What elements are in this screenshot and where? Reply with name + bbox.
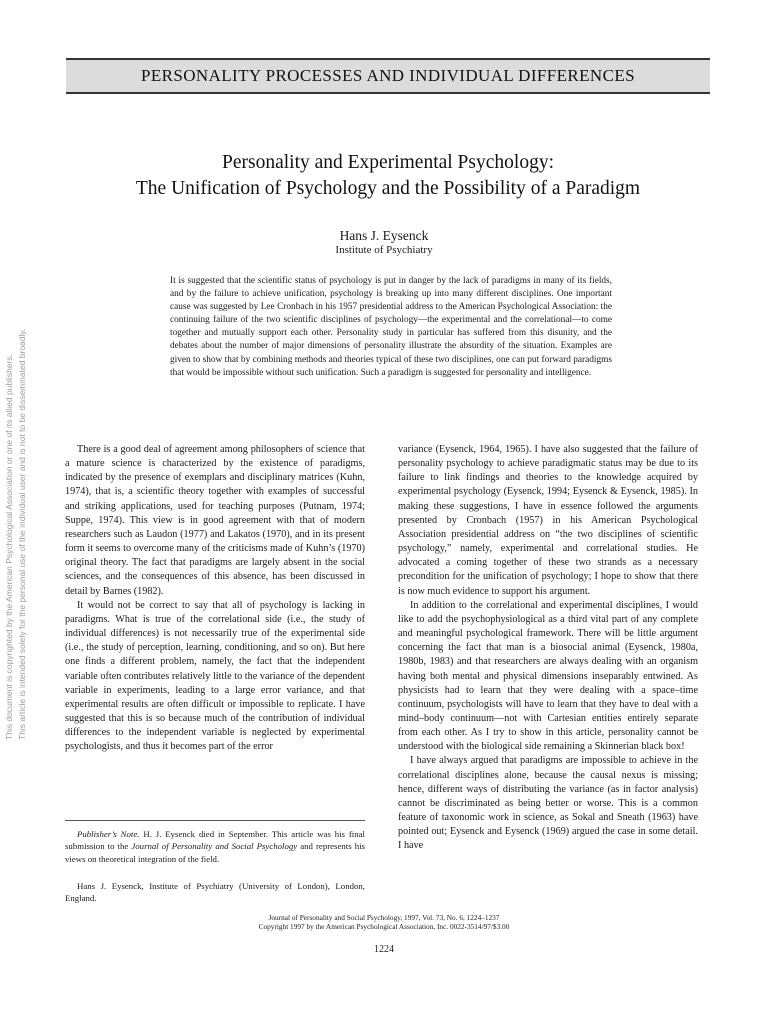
journal-citation-line-2: Copyright 1997 by the American Psychological Association, Inc. 0022-3514/97/$3.00 bbox=[258, 921, 510, 931]
publishers-note-text: H. J. Eysenck died in September. This article was his final submission to the bbox=[65, 829, 365, 852]
page-number: 1224 bbox=[374, 944, 394, 955]
article-title bbox=[60, 150, 716, 202]
copyright-notice-line-1: This document is copyrighted by the American Psychological Association or one of its allied publishers. bbox=[4, 353, 14, 740]
publishers-note bbox=[65, 828, 365, 865]
body-column-left bbox=[65, 443, 365, 754]
section-banner-text: PERSONALITY PROCESSES AND INDIVIDUAL DIFFERENCES bbox=[141, 66, 635, 85]
publishers-note-journal: Journal of Personality and Social Psychology bbox=[131, 841, 298, 852]
copyright-notice-line-2: This article is intended solely for the personal use of the individual user and is not to be disseminated broadly. bbox=[17, 328, 27, 740]
author-name: Hans J. Eysenck bbox=[339, 228, 429, 243]
body-column-right bbox=[398, 443, 698, 854]
body-paragraph: In addition to the correlational and experimental disciplines, I would like to add the psychophysiological as a third vital part of any complete and meaningful psychological framework. There will be little argument concerning the fact that man is a biosocial animal (Eysenck, 1980a, 1980b, 1983) and that researchers are always dealing with an organism having both mental and physical dimensions inseparably entwined. As physicists had to learn that they were dealing with a space–time continuum, psychologists will have to learn that they have to deal with a mind–body continuum—not with Cartesian entities entirely separate from each other. As I try to show in this article, personality cannot be understood with the biological side remaining a Skinnerian black box! bbox=[398, 599, 698, 753]
abstract: It is suggested that the scientific status of psychology is put in danger by the lack of paradigms in many of its fields, and by the failure to achieve unification, psychology is breaking up into many different disciplines. One important cause was suggested by Lee Cronbach in his 1957 presidential address to the American Psychological Association: the continuing failure of the two scientific disciplines of psychology—the experimental and the correlational—to come together and mutually support each other. Personality study in particular has suffered from this disunity, and the debates about the number of major dimensions of personality illustrate the absurdity of the situation. Examples are given to show that by combining methods and theories typical of these two disciplines, one can put forward paradigms that would be impossible without such unification. Such a paradigm is suggested for personality and intelligence. bbox=[170, 276, 612, 378]
publishers-note-label: Publisher’s Note. bbox=[77, 829, 140, 839]
author-affiliation-note-text: Hans J. Eysenck, Institute of Psychiatry (University of London), London, England. bbox=[65, 881, 365, 904]
journal-citation-line-1: Journal of Personality and Social Psychology, 1997, Vol. 73, No. 6, 1224–1237 bbox=[268, 913, 500, 922]
copyright-notice bbox=[0, 290, 36, 740]
body-paragraph: variance (Eysenck, 1964, 1965). I have also suggested that the failure of personality psychology to achieve paradigmatic status may be due to its failure to link findings and theories to the knowledge acquired by experimental psychology (Eysenck, 1994; Eysenck & Eysenck, 1985). In making these suggestions, I have in essence followed the arguments presented by Cronbach (1957) in his American Psychological Association presidential address on “the two disciplines of scientific psychology,” namely, experimental and correlational studies. He advocated a coming together of these two strands as a necessary precondition for the unification of psychology; I hope to show that there is now much evidence to support his argument. bbox=[398, 444, 698, 597]
author-affiliation: Institute of Psychiatry bbox=[335, 244, 433, 256]
section-banner bbox=[66, 58, 710, 94]
journal-citation bbox=[0, 914, 768, 931]
publishers-note-text-end: and represents his views on theoretical integration of the field. bbox=[65, 841, 365, 864]
article-title-line-2: The Unification of Psychology and the Possibility of a Paradigm bbox=[135, 178, 641, 199]
author-affiliation-note bbox=[65, 880, 365, 905]
footnote-divider bbox=[65, 820, 365, 821]
body-paragraph: I have always argued that paradigms are impossible to achieve in the correlational disciplines alone, because the causal nexus is missing; hence, different ways of distributing the variance (as in factor analysis) cannot be discriminated as being better or worse. This is a common feature of taxonomic work in science, as Sokal and Sneath (1963) have pointed out; Eysenck and Eysenck (1969) argued the case in some detail. I have bbox=[398, 755, 698, 852]
body-paragraph: There is a good deal of agreement among philosophers of science that a mature science is characterized by the existence of paradigms, indicated by the presence of exemplars and disciplinary matrices (Kuhn, 1974), that is, a scientific theory together with examples of successful and striking applications, used for teaching purposes (Putnam, 1974; Suppe, 1974). This view is in good agreement with that of modern researchers such as Laudon (1977) and Lakatos (1970), and in its present form it seems to overcome many of the criticisms made of Kuhn’s (1970) original theory. The fact that paradigms are largely absent in the social sciences, and the consequences of this absence, has been discussed in detail by Barnes (1982). bbox=[65, 444, 365, 597]
body-paragraph: It would not be correct to say that all of psychology is lacking in paradigms. What is true of the correlational side (i.e., the study of individual differences) is not necessarily true of the experimental side (i.e., the study of perception, learning, conditioning, and so on). But here one finds a different problem, namely, the fact that the independent variable often contributes relatively little to the variance of the dependent variable in experiments, leading to a large error variance, and that experimental results are often difficult or impossible to replicate. I have suggested that this is so because much of the contribution of individual differences to the independent variable is neglected by experimental psychologists, and thus it becomes part of the error bbox=[65, 599, 365, 753]
article-title-line-1: Personality and Experimental Psychology: bbox=[222, 152, 554, 173]
